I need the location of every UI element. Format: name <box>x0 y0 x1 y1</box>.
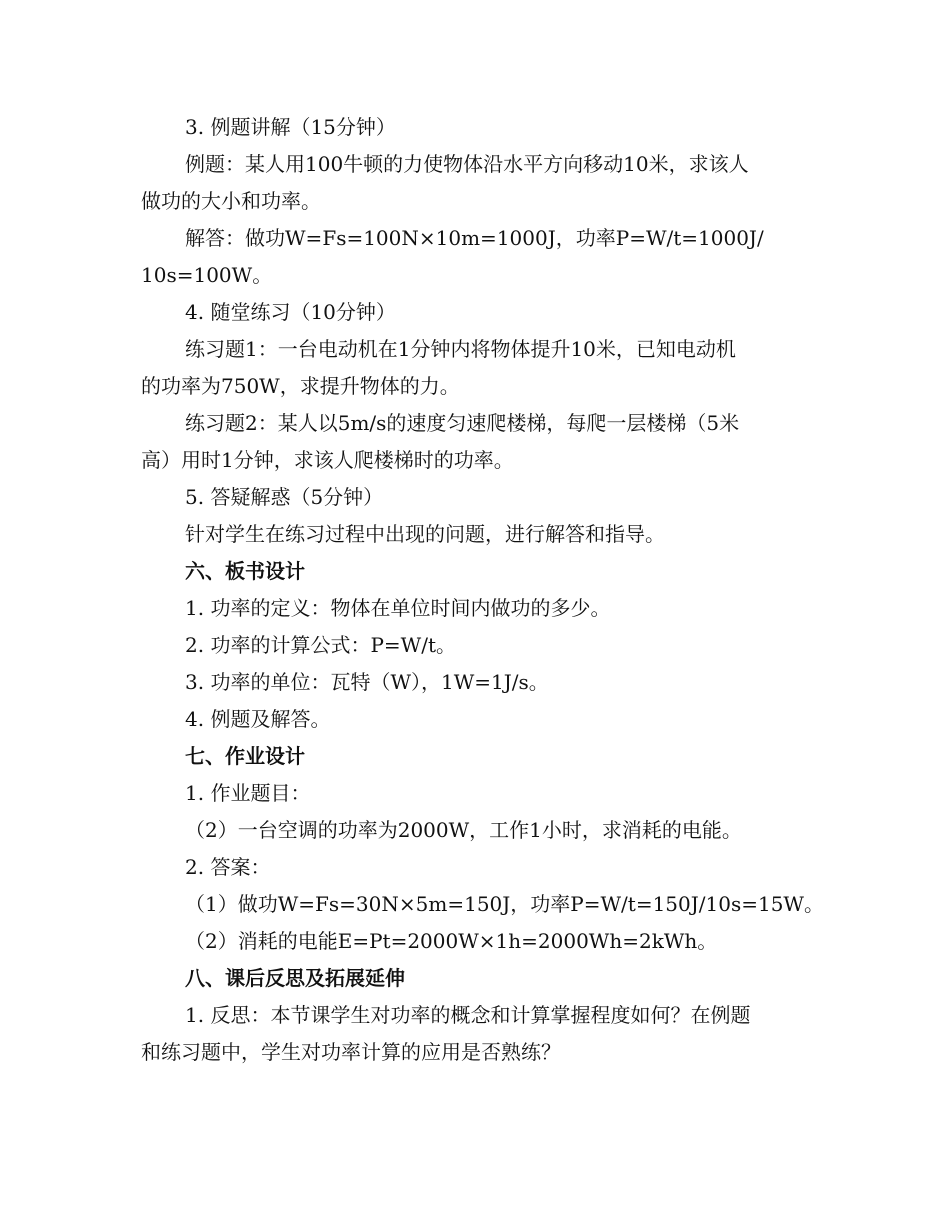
section-5-body: 针对学生在练习过程中出现的问题，进行解答和指导。 <box>185 522 665 546</box>
example-answer-line-2: 10s=100W。 <box>141 263 273 287</box>
homework-item-2: 2. 答案： <box>185 855 271 879</box>
heading-reflection: 八、课后反思及拓展延伸 <box>185 966 405 990</box>
heading-blackboard-design: 六、板书设计 <box>185 559 305 583</box>
practice-1-line-2: 的功率为750W，求提升物体的力。 <box>141 374 460 398</box>
homework-question-2: （2）一台空调的功率为2000W，工作1小时，求消耗的电能。 <box>185 818 742 842</box>
example-question-line-1: 例题：某人用100牛顿的力使物体沿水平方向移动10米，求该人 <box>185 152 749 176</box>
example-answer-line-1: 解答：做功W=Fs=100N×10m=1000J，功率P=W/t=1000J/ <box>185 226 764 250</box>
answer-2: （2）消耗的电能E=Pt=2000W×1h=2000Wh=2kWh。 <box>185 929 718 953</box>
answer-1: （1）做功W=Fs=30N×5m=150J，功率P=W/t=150J/10s=15W。 <box>185 892 824 916</box>
board-item-2: 2. 功率的计算公式：P=W/t。 <box>185 633 456 657</box>
reflection-line-2: 和练习题中，学生对功率计算的应用是否熟练？ <box>141 1040 561 1064</box>
heading-homework-design: 七、作业设计 <box>185 744 305 768</box>
section-4-title: 4. 随堂练习（10分钟） <box>185 300 396 324</box>
board-item-4: 4. 例题及解答。 <box>185 707 331 731</box>
board-item-3: 3. 功率的单位：瓦特（W），1W=1J/s。 <box>185 670 549 694</box>
practice-2-line-2: 高）用时1分钟，求该人爬楼梯时的功率。 <box>141 448 514 472</box>
section-3-title: 3. 例题讲解（15分钟） <box>185 115 396 139</box>
section-5-title: 5. 答疑解惑（5分钟） <box>185 485 384 509</box>
reflection-line-1: 1. 反思：本节课学生对功率的概念和计算掌握程度如何？在例题 <box>185 1003 751 1027</box>
example-question-line-2: 做功的大小和功率。 <box>141 189 321 213</box>
board-item-1: 1. 功率的定义：物体在单位时间内做功的多少。 <box>185 596 611 620</box>
practice-1-line-1: 练习题1：一台电动机在1分钟内将物体提升10米，已知电动机 <box>185 337 736 361</box>
homework-item-1: 1. 作业题目： <box>185 781 311 805</box>
practice-2-line-1: 练习题2：某人以5m/s的速度匀速爬楼梯，每爬一层楼梯（5米 <box>185 411 740 435</box>
